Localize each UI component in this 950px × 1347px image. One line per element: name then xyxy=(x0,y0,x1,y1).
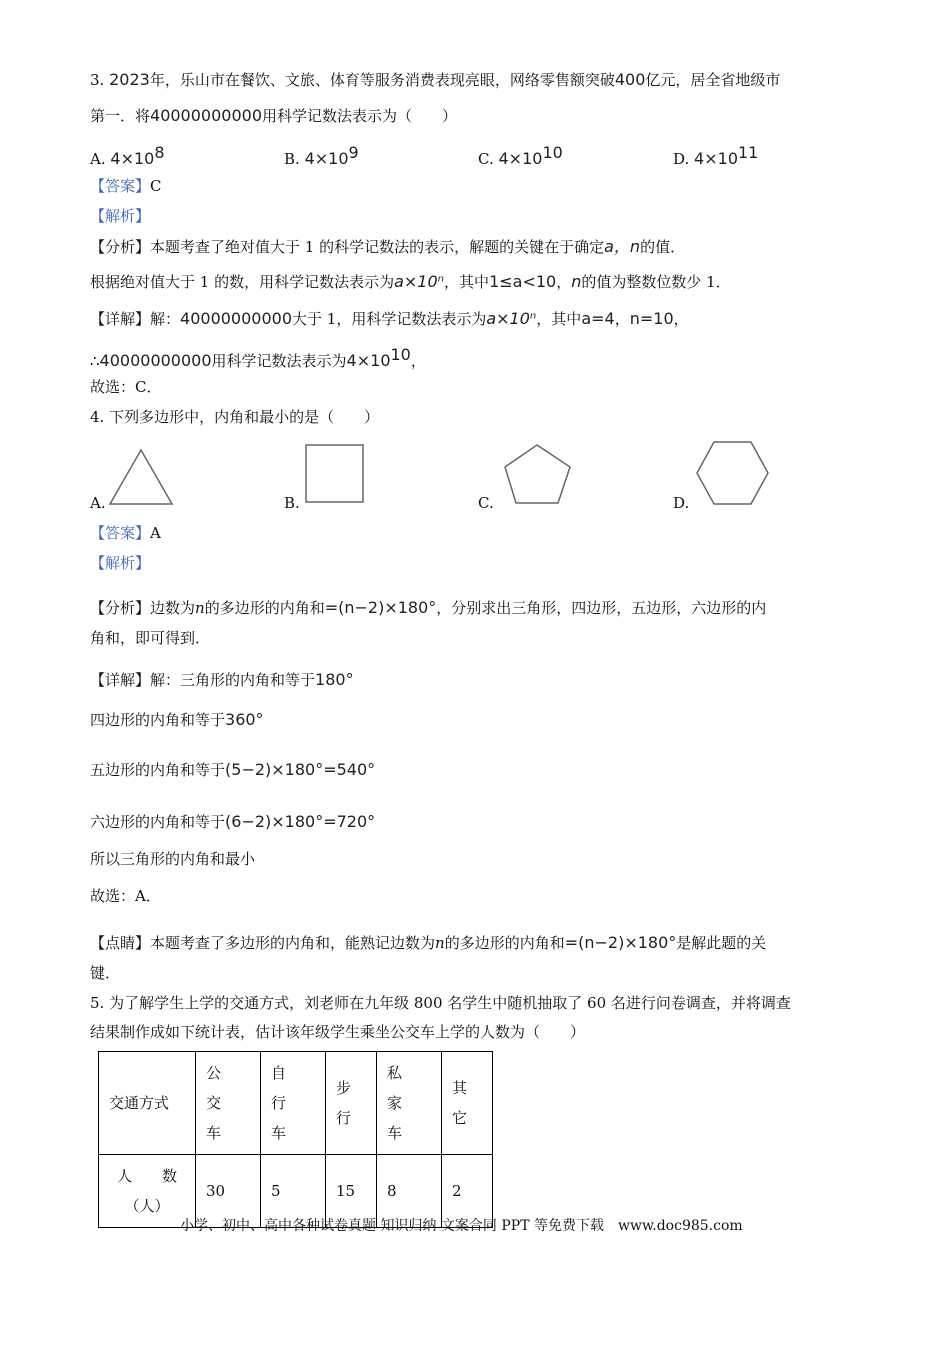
answer-tag: 【答案】 xyxy=(90,177,151,195)
q3-big-number: 40000000000 xyxy=(150,106,262,125)
text: 四边形的内角和等于 xyxy=(90,711,226,729)
table-cell: 15 xyxy=(326,1155,377,1228)
q5-number: 5. xyxy=(90,994,105,1012)
option-exp: 11 xyxy=(738,143,759,162)
q4-detail-line1 xyxy=(90,670,354,690)
table-cell: 8 xyxy=(377,1155,442,1228)
option-base: 4×10 xyxy=(498,149,543,168)
option-exp: 8 xyxy=(154,143,165,162)
q3-analysis-line1 xyxy=(90,237,685,257)
text: 大于 1，用科学记数法表示为 xyxy=(292,310,487,328)
q3-text2: 亿元，居全省地级市 xyxy=(645,71,781,89)
option-base: 4×10 xyxy=(304,149,349,168)
q3-line2 xyxy=(90,106,457,126)
text: ，其中 xyxy=(536,310,582,328)
hexagon-shape xyxy=(695,440,771,506)
detail-tag: 【详解】 xyxy=(90,671,151,689)
text: 六边形的内角和等于 xyxy=(90,813,226,831)
q4-option-d-label: D. xyxy=(673,494,690,512)
pentagon-shape xyxy=(503,443,573,505)
option-label: B. xyxy=(284,150,300,168)
text: ，分别求出三角形，四边形，五边形，六边形的内 xyxy=(436,599,767,617)
math: 1≤a<10 xyxy=(489,272,557,291)
option-label: A. xyxy=(90,150,106,168)
q4-jiexi-tag: 【解析】 xyxy=(90,554,151,572)
answer-value: C xyxy=(150,177,162,195)
text: 的值为整数位数少 1． xyxy=(581,273,731,291)
detail-tag: 【详解】 xyxy=(90,310,151,328)
text: 用科学记数法表示为 xyxy=(211,352,347,370)
q3-number: 3. xyxy=(90,71,105,89)
answer-value: A xyxy=(150,524,161,542)
math: (5−2)×180°=540° xyxy=(225,760,376,779)
q4-detail-line5: 所以三角形的内角和最小 xyxy=(90,850,256,868)
text: ， xyxy=(410,352,426,370)
math: 40000000000 xyxy=(180,309,293,328)
math: a，n xyxy=(604,237,641,256)
analysis-tag: 【分析】 xyxy=(90,238,151,256)
math: n xyxy=(435,934,445,952)
table-cell: 其 它 xyxy=(442,1052,493,1155)
q3-analysis-line2 xyxy=(90,272,731,292)
text: 解：三角形的内角和等于 xyxy=(150,671,316,689)
q3-answer xyxy=(90,176,162,196)
q3-text3: 第一．将 xyxy=(90,107,151,125)
q4-option-c-label: C. xyxy=(478,494,494,512)
option-exp: 10 xyxy=(542,143,563,162)
q3-option-b xyxy=(284,143,359,169)
math-exp: 10 xyxy=(390,345,411,364)
option-exp: 9 xyxy=(348,143,359,162)
text: ， xyxy=(614,310,630,328)
q4-option-a-label: A. xyxy=(90,494,106,512)
q4-answer xyxy=(90,523,161,543)
option-base: 4×10 xyxy=(110,149,155,168)
table-cell: 步 行 xyxy=(326,1052,377,1155)
text: ， xyxy=(673,310,689,328)
q5-text1: 为了解学生上学的交通方式，刘老师在九年级 800 名学生中随机抽取了 60 名进行问卷调查，并将调查 xyxy=(109,994,791,1012)
q4-detail-line3 xyxy=(90,760,375,780)
transport-table xyxy=(98,1051,493,1228)
math: 180° xyxy=(315,670,354,689)
text: ，其中 xyxy=(444,273,490,291)
q4-line1 xyxy=(90,407,379,427)
text: 五边形的内角和等于 xyxy=(90,761,226,779)
math: 40000000000 xyxy=(99,351,212,370)
math: n=10 xyxy=(629,309,674,328)
text: ， xyxy=(556,273,572,291)
text: 解： xyxy=(150,310,181,328)
q4-option-b-label: B. xyxy=(284,494,300,512)
q3-detail-line2 xyxy=(90,345,426,371)
text: 边数为 xyxy=(150,599,196,617)
math: a×10ⁿ xyxy=(486,309,537,328)
analysis-tag: 【分析】 xyxy=(90,599,151,617)
q5-line1 xyxy=(90,993,791,1013)
math: 360° xyxy=(225,710,264,729)
square-shape xyxy=(305,444,365,504)
q3-amount: 400 xyxy=(614,70,646,89)
table-cell: 交通方式 xyxy=(99,1052,196,1155)
table-cell: 5 xyxy=(261,1155,326,1228)
q3-option-c xyxy=(478,143,563,169)
text: 根据绝对值大于 1 的数，用科学记数法表示为 xyxy=(90,273,395,291)
table-cell: 30 xyxy=(196,1155,261,1228)
q3-line1 xyxy=(90,70,780,90)
triangle-shape xyxy=(108,448,174,506)
page-footer: 小学、初中、高中各种试卷真题 知识归纳 文案合同 PPT 等免费下载 www.doc985.com xyxy=(180,1218,743,1234)
q3-year: 2023 xyxy=(109,70,150,89)
therefore-symbol: ∴ xyxy=(90,352,100,370)
math: n xyxy=(195,599,205,617)
q3-choose: 故选：C． xyxy=(90,378,162,396)
table-cell: 自 行 车 xyxy=(261,1052,326,1155)
q3-option-d xyxy=(673,143,758,169)
q3-jiexi-tag: 【解析】 xyxy=(90,207,151,225)
text: 本题考查了多边形的内角和，能熟记边数为 xyxy=(150,934,436,952)
table-cell: 2 xyxy=(442,1155,493,1228)
q4-point-line1 xyxy=(90,933,766,953)
math: =(n−2)×180° xyxy=(324,598,437,617)
q3-text4: 用科学记数法表示为（ ） xyxy=(262,107,458,125)
table-row xyxy=(99,1052,493,1155)
math: a=4 xyxy=(581,309,615,328)
q3-detail-line1 xyxy=(90,309,689,329)
math: =(n−2)×180° xyxy=(564,933,677,952)
text: 是解此题的关 xyxy=(676,934,767,952)
text: 的多边形的内角和 xyxy=(444,934,565,952)
math: n xyxy=(571,272,582,291)
math: a×10ⁿ xyxy=(394,272,445,291)
q4-number: 4. xyxy=(90,408,105,426)
table-cell: 私 家 车 xyxy=(377,1052,442,1155)
q3-option-a xyxy=(90,143,165,169)
q4-detail-line4 xyxy=(90,812,375,832)
option-label: C. xyxy=(478,150,494,168)
text: 的多边形的内角和 xyxy=(204,599,325,617)
answer-tag: 【答案】 xyxy=(90,524,151,542)
q4-text: 下列多边形中，内角和最小的是（ ） xyxy=(109,408,380,426)
q4-choose: 故选：A． xyxy=(90,887,161,905)
table-cell: 人 数 （人） xyxy=(99,1155,196,1228)
option-base: 4×10 xyxy=(694,149,738,168)
math: (6−2)×180°=720° xyxy=(225,812,376,831)
text: 本题考查了绝对值大于 1 的科学记数法的表示，解题的关键在于确定 xyxy=(150,238,605,256)
q4-detail-line2 xyxy=(90,710,264,730)
text: 的值． xyxy=(640,238,686,256)
q4-analysis-line1 xyxy=(90,598,766,618)
q4-point-line2: 键． xyxy=(90,964,121,982)
option-label: D. xyxy=(673,150,690,168)
point-tag: 【点睛】 xyxy=(90,934,151,952)
q5-line2: 结果制作成如下统计表，估计该年级学生乘坐公交车上学的人数为（ ） xyxy=(90,1023,586,1041)
q4-analysis-line2: 角和，即可得到． xyxy=(90,629,211,647)
table-cell: 公 交 车 xyxy=(196,1052,261,1155)
q3-text1: 年，乐山市在餐饮、文旅、体育等服务消费表现亮眼，网络零售额突破 xyxy=(149,71,615,89)
math: 4×10 xyxy=(346,351,391,370)
